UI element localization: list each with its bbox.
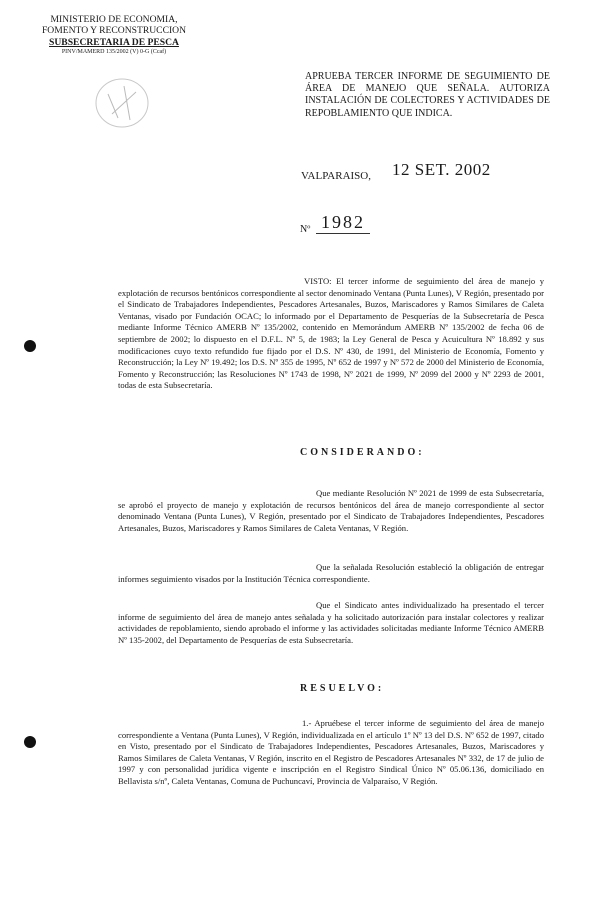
resolution-date: 12 SET. 2002	[392, 160, 491, 179]
ministry-line-2: FOMENTO Y RECONSTRUCCION	[41, 25, 187, 37]
resuelvo-heading: RESUELVO:	[300, 683, 385, 694]
resolution-number: 1982	[316, 212, 370, 234]
seal-stamp	[90, 74, 154, 132]
punch-hole-top	[24, 340, 36, 352]
considerando-paragraph-2: Que la señalada Resolución estableció la obligación de entregar informes seguimiento visados por la Institución Técnica correspondiente.	[118, 562, 544, 584]
punch-hole-bottom	[24, 736, 36, 748]
visto-paragraph: VISTO: El tercer informe de seguimiento del área de manejo y explotación de recursos bentónicos correspondiente al sector denominado Ventana (Punta Lunes), V Región, presentado por el Sindicato de Trabajadores Independientes, Pescadores Artesanales, Buzos, Mariscadores y Ramos Similares de Caleta Ventanas, visado por Fundación OCAC; lo informado por el Departamento de Pesquerías de la Subsecretaría de Pesca mediante Informe Técnico AMERB Nº 135/2002, contenido en Memorándum AMERB Nº 135/2002 de fecha 06 de septiembre de 2002; lo dispuesto en el D.F.L. Nº 5, de 1983; la Ley General de Pesca y Acuicultura Nº 18.892 y sus modificaciones cuyo texto refundido fue fijado por el D.S. Nº 430, de 1991, del Ministerio de Economía, Fomento y Reconstrucción; la Ley Nº 19.492; los D.S. Nº 355 de 1995, Nº 652 de 1997 y Nº 572 de 2000 del Ministerio de Economía, Fomento y Reconstrucción; las Resoluciones Nº 1743 de 1998, Nº 2021 de 1999, Nº 2099 del 2000 y Nº 2293 de 2001, todas de esta Subsecretaría.	[118, 276, 544, 391]
considerando-heading: CONSIDERANDO:	[300, 447, 425, 458]
reference-code: PINV/MAMERD 135/2002 (V) 0-G (Ccaf)	[61, 49, 167, 56]
ministry-header	[34, 14, 194, 56]
subsecretaria-label: SUBSECRETARIA DE PESCA	[49, 36, 179, 48]
ministry-line-1: MINISTERIO DE ECONOMIA,	[50, 14, 178, 25]
resolution-title: APRUEBA TERCER INFORME DE SEGUIMIENTO DE ÁREA DE MANEJO QUE SEÑALA. AUTORIZA INSTALACIÓN DE COLECTORES Y ACTIVIDADES DE REPOBLAMIENTO QUE INDICA.	[305, 71, 550, 119]
considerando-paragraph-3: Que el Sindicato antes individualizado ha presentado el tercer informe de seguimiento del área de manejo antes señalada y ha solicitado autorización para instalar colectores y realizar actividades de repoblamiento, siendo aprobado el informe y las actividades solicitadas mediante Informe Técnico AMERB Nº 135-2002, del Departamento de Pesquerías de esta Subsecretaría.	[118, 600, 544, 645]
number-label: Nº	[300, 224, 311, 235]
place-label: VALPARAISO,	[301, 170, 371, 182]
resuelvo-paragraph-1: 1.- Apruébese el tercer informe de seguimiento del área de manejo correspondiente a Ventana (Punta Lunes), V Región, individualizada en el artículo 1º Nº 13 del D.S. Nº 652 de 1997, citado en Visto, presentado por el Sindicato de Trabajadores Independientes, Pescadores Artesanales, Buzos, Mariscadores y Ramos Similares de Caleta Ventanas, V Región, inscrito en el Registro de Pescadores Artesanales Nº 332, de 17 de julio de 1997 y con personalidad jurídica vigente e inscripción en el Registro Sindical Único Nº 05.06.136, domiciliado en Bellavista s/nº, Caleta Ventanas, Comuna de Puchuncaví, Provincia de Valparaíso, V Región.	[118, 718, 544, 786]
considerando-paragraph-1: Que mediante Resolución Nº 2021 de 1999 de esta Subsecretaría, se aprobó el proyecto de manejo y explotación de recursos bentónicos del área de manejo correspondiente al sector denominado Ventana (Punta Lunes), V Región, presentado por el Sindicato de Trabajadores Independientes, Pescadores Artesanales, Buzos, Mariscadores y Ramos Similares de Caleta Ventanas, V Región.	[118, 488, 544, 533]
